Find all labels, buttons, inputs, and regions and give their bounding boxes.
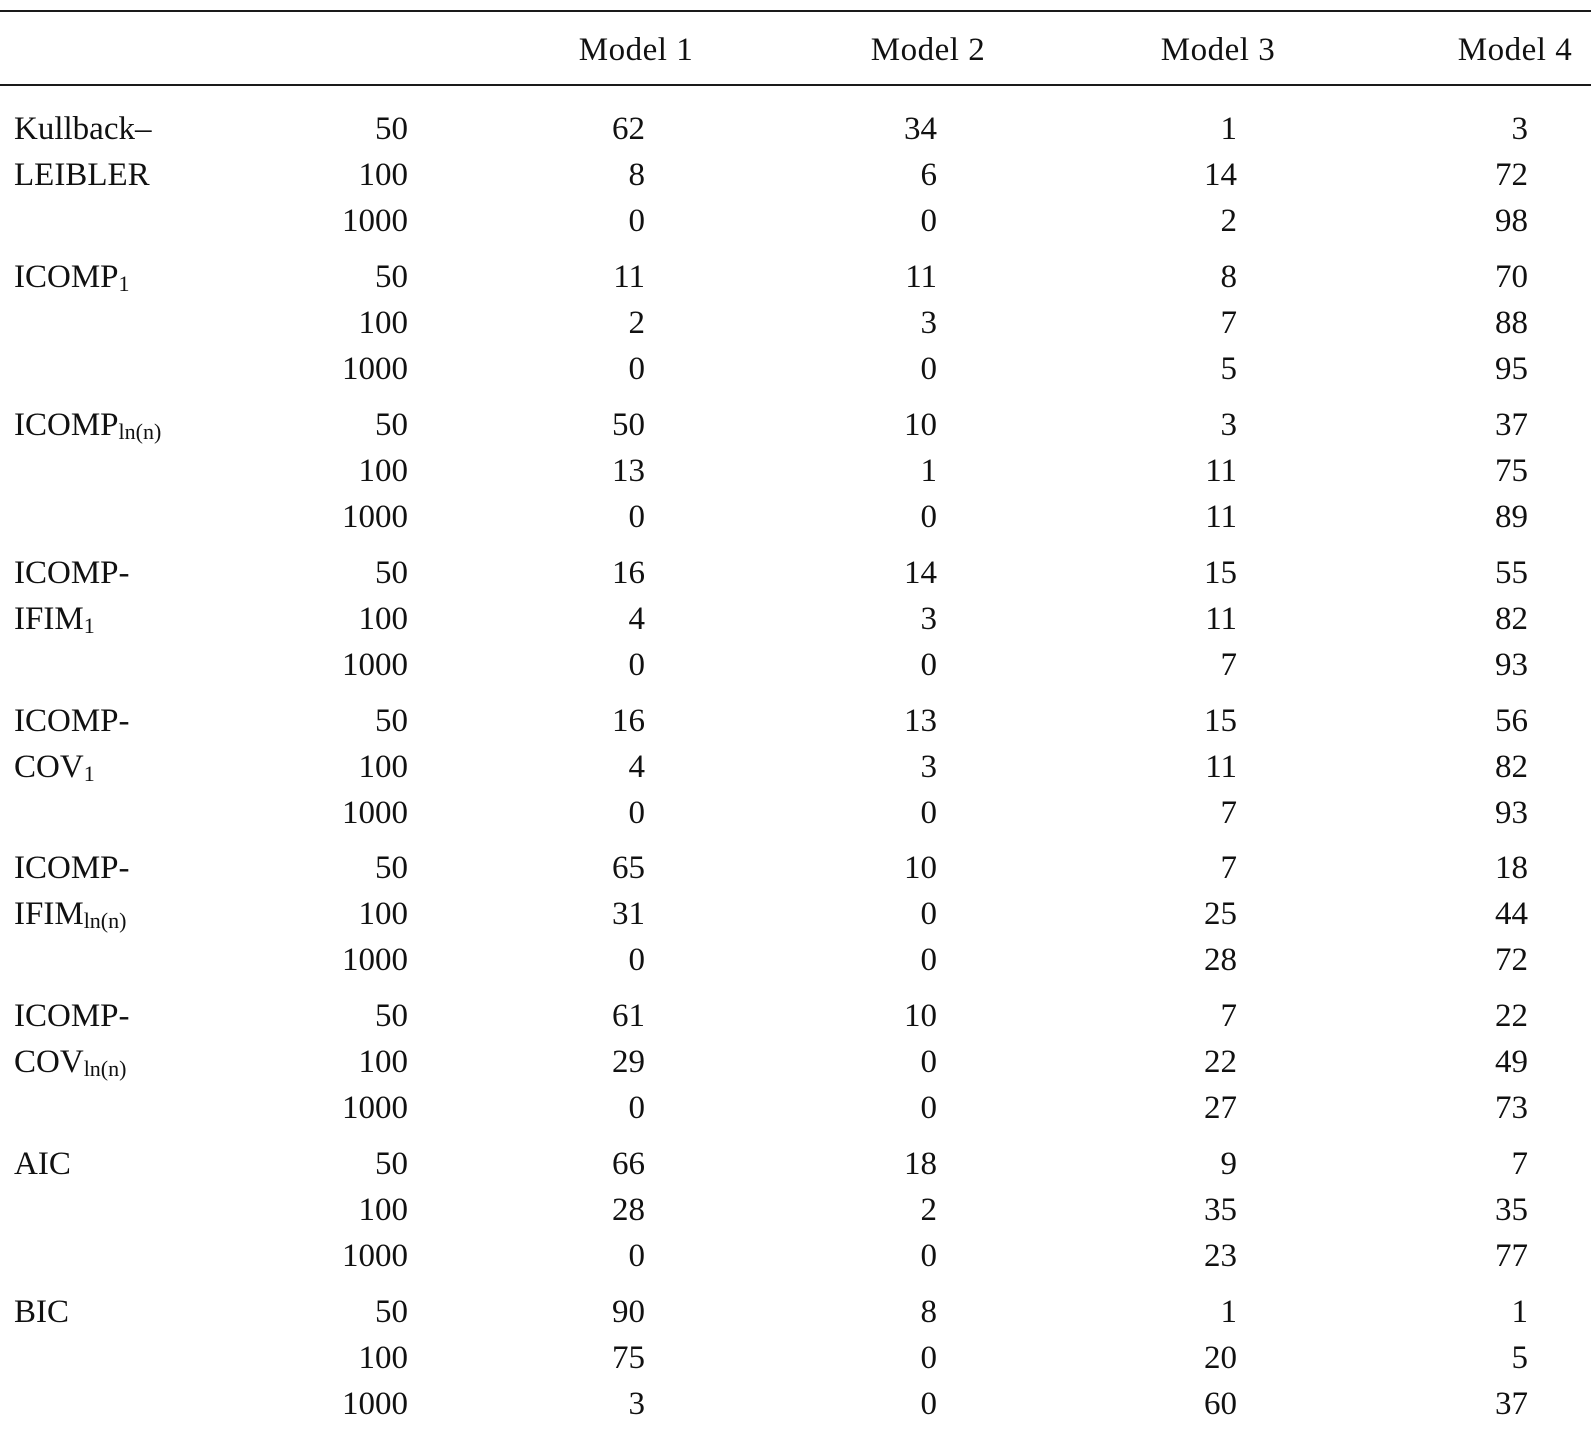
value-cell-model-1: 0 [628, 795, 645, 831]
sample-size-cell: 1000 [342, 499, 408, 535]
criterion-label-subscript: ln(n) [118, 419, 162, 444]
sample-size-cell: 1000 [342, 203, 408, 239]
value-cell-model-4: 55 [1495, 555, 1528, 591]
value-cell-model-4: 88 [1495, 305, 1528, 341]
sample-size-cell: 100 [358, 896, 408, 932]
sample-size-cell: 50 [375, 1294, 408, 1330]
value-cell-model-3: 15 [1204, 555, 1237, 591]
value-cell-model-1: 3 [628, 1386, 645, 1422]
criterion-label-text: COV [14, 1044, 84, 1080]
value-cell-model-1: 2 [628, 305, 645, 341]
value-cell-model-2: 0 [920, 647, 937, 683]
criterion-label [14, 699, 130, 743]
value-cell-model-4: 56 [1495, 703, 1528, 739]
criterion-label-text: IFIM [14, 601, 84, 637]
value-cell-model-2: 0 [920, 499, 937, 535]
criterion-label [14, 403, 161, 447]
value-cell-model-2: 0 [920, 1044, 937, 1080]
value-cell-model-2: 0 [920, 942, 937, 978]
value-cell-model-2: 34 [904, 111, 937, 147]
value-cell-model-1: 75 [612, 1340, 645, 1376]
value-cell-model-2: 0 [920, 795, 937, 831]
value-cell-model-3: 11 [1205, 453, 1237, 489]
sample-size-cell: 1000 [342, 1386, 408, 1422]
value-cell-model-2: 1 [920, 453, 937, 489]
sample-size-cell: 50 [375, 998, 408, 1034]
value-cell-model-4: 3 [1511, 111, 1528, 147]
value-cell-model-4: 77 [1495, 1238, 1528, 1274]
value-cell-model-4: 37 [1495, 1386, 1528, 1422]
value-cell-model-2: 0 [920, 896, 937, 932]
criterion-label [14, 1290, 69, 1334]
value-cell-model-3: 7 [1220, 647, 1237, 683]
sample-size-cell: 1000 [342, 795, 408, 831]
value-cell-model-2: 18 [904, 1146, 937, 1182]
criterion-label [14, 1142, 71, 1186]
criterion-label-text: ICOMP- [14, 998, 130, 1034]
value-cell-model-4: 93 [1495, 647, 1528, 683]
column-header-model-3: Model 3 [1160, 32, 1276, 68]
column-header-model-2: Model 2 [870, 32, 986, 68]
value-cell-model-1: 50 [612, 407, 645, 443]
criterion-label-text: Kullback– [14, 111, 152, 147]
value-cell-model-3: 25 [1204, 896, 1237, 932]
column-header-model-4: Model 4 [1457, 32, 1573, 68]
value-cell-model-1: 16 [612, 703, 645, 739]
criterion-label-subscript: 1 [83, 613, 95, 638]
value-cell-model-4: 18 [1495, 850, 1528, 886]
value-cell-model-2: 11 [905, 259, 937, 295]
criterion-label [14, 107, 151, 151]
column-header-model-1: Model 1 [578, 32, 694, 68]
sample-size-cell: 100 [358, 1192, 408, 1228]
value-cell-model-2: 6 [920, 157, 937, 193]
sample-size-cell: 100 [358, 1340, 408, 1376]
criterion-label-text: ICOMP- [14, 850, 130, 886]
value-cell-model-3: 11 [1205, 601, 1237, 637]
value-cell-model-1: 61 [612, 998, 645, 1034]
value-cell-model-1: 4 [628, 749, 645, 785]
sample-size-cell: 100 [358, 1044, 408, 1080]
criterion-label-subscript: 1 [83, 761, 95, 786]
value-cell-model-3: 3 [1220, 407, 1237, 443]
value-cell-model-1: 62 [612, 111, 645, 147]
criterion-label-text: ICOMP [14, 259, 119, 295]
criterion-label [14, 892, 126, 936]
value-cell-model-3: 9 [1220, 1146, 1237, 1182]
value-cell-model-2: 8 [920, 1294, 937, 1330]
value-cell-model-3: 28 [1204, 942, 1237, 978]
value-cell-model-2: 2 [920, 1192, 937, 1228]
sample-size-cell: 50 [375, 407, 408, 443]
criterion-label [14, 597, 95, 641]
sample-size-cell: 1000 [342, 647, 408, 683]
value-cell-model-3: 11 [1205, 749, 1237, 785]
criterion-label [14, 255, 130, 299]
value-cell-model-2: 0 [920, 203, 937, 239]
value-cell-model-4: 22 [1495, 998, 1528, 1034]
sample-size-cell: 50 [375, 111, 408, 147]
value-cell-model-3: 2 [1220, 203, 1237, 239]
value-cell-model-1: 0 [628, 499, 645, 535]
top-rule [0, 10, 1591, 12]
value-cell-model-4: 44 [1495, 896, 1528, 932]
value-cell-model-4: 7 [1511, 1146, 1528, 1182]
criterion-label-subscript: ln(n) [83, 908, 127, 933]
sample-size-cell: 50 [375, 1146, 408, 1182]
value-cell-model-2: 13 [904, 703, 937, 739]
sample-size-cell: 100 [358, 749, 408, 785]
value-cell-model-1: 65 [612, 850, 645, 886]
value-cell-model-1: 13 [612, 453, 645, 489]
value-cell-model-1: 66 [612, 1146, 645, 1182]
criterion-label-text: BIC [14, 1294, 70, 1330]
value-cell-model-3: 1 [1220, 111, 1237, 147]
criterion-label-subscript: 1 [118, 271, 130, 296]
value-cell-model-4: 49 [1495, 1044, 1528, 1080]
value-cell-model-2: 0 [920, 351, 937, 387]
value-cell-model-1: 0 [628, 1090, 645, 1126]
sample-size-cell: 100 [358, 305, 408, 341]
value-cell-model-4: 5 [1511, 1340, 1528, 1376]
value-cell-model-3: 14 [1204, 157, 1237, 193]
sample-size-cell: 50 [375, 259, 408, 295]
value-cell-model-4: 70 [1495, 259, 1528, 295]
value-cell-model-2: 0 [920, 1340, 937, 1376]
value-cell-model-1: 0 [628, 647, 645, 683]
criterion-label [14, 745, 95, 789]
value-cell-model-4: 75 [1495, 453, 1528, 489]
value-cell-model-1: 31 [612, 896, 645, 932]
sample-size-cell: 100 [358, 157, 408, 193]
value-cell-model-4: 82 [1495, 749, 1528, 785]
value-cell-model-4: 72 [1495, 942, 1528, 978]
sample-size-cell: 50 [375, 850, 408, 886]
value-cell-model-1: 28 [612, 1192, 645, 1228]
value-cell-model-2: 0 [920, 1090, 937, 1126]
value-cell-model-3: 1 [1220, 1294, 1237, 1330]
criterion-label-text: ICOMP- [14, 555, 130, 591]
sample-size-cell: 1000 [342, 942, 408, 978]
sample-size-cell: 1000 [342, 351, 408, 387]
value-cell-model-1: 0 [628, 203, 645, 239]
value-cell-model-4: 35 [1495, 1192, 1528, 1228]
value-cell-model-3: 23 [1204, 1238, 1237, 1274]
sample-size-cell: 50 [375, 703, 408, 739]
value-cell-model-4: 82 [1495, 601, 1528, 637]
value-cell-model-3: 22 [1204, 1044, 1237, 1080]
value-cell-model-1: 0 [628, 351, 645, 387]
criterion-label-text: IFIM [14, 896, 84, 932]
value-cell-model-3: 20 [1204, 1340, 1237, 1376]
value-cell-model-3: 7 [1220, 850, 1237, 886]
criterion-label [14, 551, 130, 595]
criterion-label-text: AIC [14, 1146, 71, 1182]
value-cell-model-3: 5 [1220, 351, 1237, 387]
criterion-label-text: COV [14, 749, 84, 785]
criterion-label-text: LEIBLER [14, 157, 150, 193]
value-cell-model-1: 0 [628, 1238, 645, 1274]
value-cell-model-2: 3 [920, 305, 937, 341]
value-cell-model-2: 10 [904, 850, 937, 886]
value-cell-model-4: 1 [1511, 1294, 1528, 1330]
value-cell-model-4: 72 [1495, 157, 1528, 193]
criterion-label-subscript: ln(n) [83, 1056, 127, 1081]
value-cell-model-1: 16 [612, 555, 645, 591]
value-cell-model-1: 29 [612, 1044, 645, 1080]
criterion-label-text: ICOMP- [14, 703, 130, 739]
value-cell-model-1: 11 [613, 259, 645, 295]
value-cell-model-2: 0 [920, 1238, 937, 1274]
value-cell-model-4: 93 [1495, 795, 1528, 831]
value-cell-model-4: 95 [1495, 351, 1528, 387]
value-cell-model-3: 7 [1220, 305, 1237, 341]
value-cell-model-2: 3 [920, 749, 937, 785]
value-cell-model-3: 27 [1204, 1090, 1237, 1126]
value-cell-model-2: 10 [904, 407, 937, 443]
criterion-label [14, 1040, 126, 1084]
value-cell-model-2: 3 [920, 601, 937, 637]
value-cell-model-3: 7 [1220, 795, 1237, 831]
sample-size-cell: 1000 [342, 1090, 408, 1126]
value-cell-model-4: 37 [1495, 407, 1528, 443]
value-cell-model-1: 4 [628, 601, 645, 637]
value-cell-model-2: 0 [920, 1386, 937, 1422]
value-cell-model-1: 0 [628, 942, 645, 978]
value-cell-model-2: 10 [904, 998, 937, 1034]
value-cell-model-3: 8 [1220, 259, 1237, 295]
value-cell-model-4: 89 [1495, 499, 1528, 535]
value-cell-model-3: 11 [1205, 499, 1237, 535]
header-rule [0, 84, 1591, 86]
sample-size-cell: 1000 [342, 1238, 408, 1274]
value-cell-model-4: 73 [1495, 1090, 1528, 1126]
value-cell-model-2: 14 [904, 555, 937, 591]
criterion-label [14, 846, 130, 890]
sample-size-cell: 100 [358, 601, 408, 637]
criterion-label [14, 153, 150, 197]
value-cell-model-3: 15 [1204, 703, 1237, 739]
value-cell-model-3: 7 [1220, 998, 1237, 1034]
value-cell-model-1: 8 [628, 157, 645, 193]
sample-size-cell: 100 [358, 453, 408, 489]
value-cell-model-4: 98 [1495, 203, 1528, 239]
value-cell-model-1: 90 [612, 1294, 645, 1330]
value-cell-model-3: 35 [1204, 1192, 1237, 1228]
value-cell-model-3: 60 [1204, 1386, 1237, 1422]
sample-size-cell: 50 [375, 555, 408, 591]
criterion-label-text: ICOMP [14, 407, 119, 443]
criterion-label [14, 994, 130, 1038]
